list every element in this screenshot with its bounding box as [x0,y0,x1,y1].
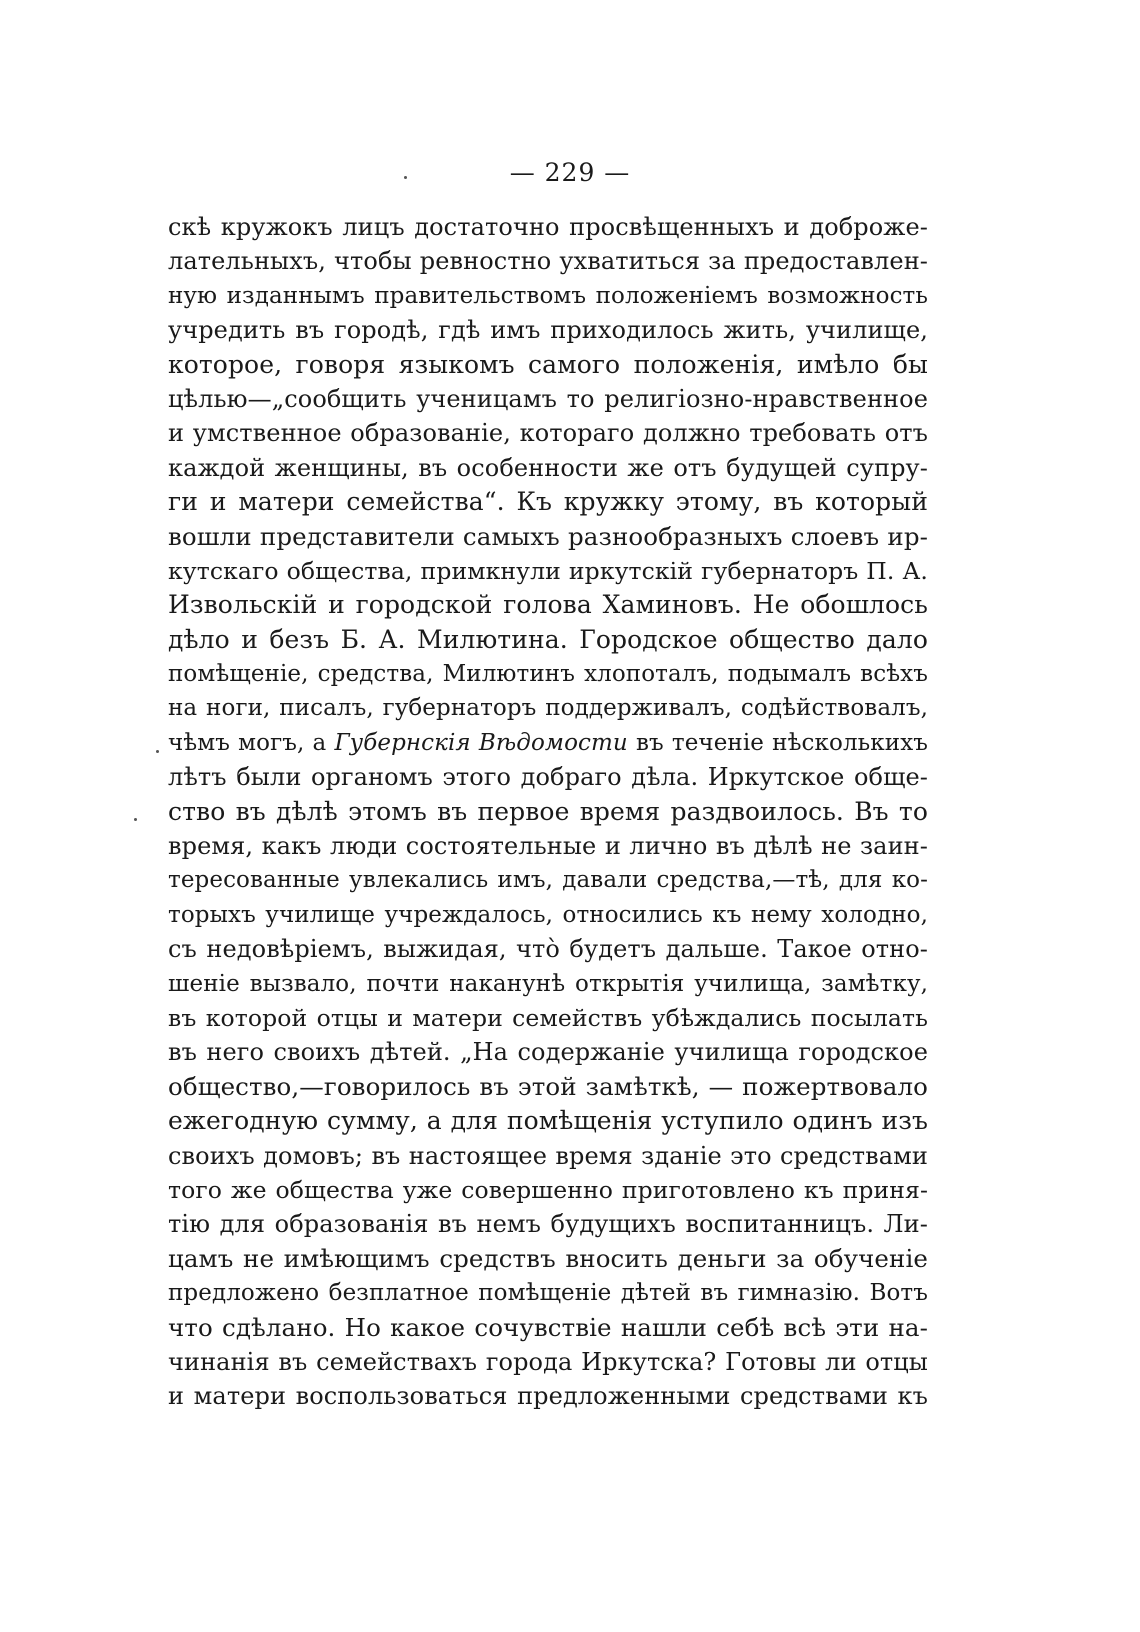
text-line: цѣлью—„сообщить ученицамъ то религiозно-нравственное [168,384,928,413]
text-line: на ноги, писалъ, губернаторъ поддерживалъ, содѣйствовалъ, [168,695,928,722]
text-line: ги и матери семейства“. Къ кружку этому, въ который [168,487,928,517]
scan-speck [156,750,159,753]
text-line: шенiе вызвало, почти наканунѣ открытiя училища, замѣтку, [168,970,928,997]
page-number: — 229 — [509,158,631,187]
scan-speck [404,176,407,179]
text-line: вошли представители самыхъ разнообразныхъ слоевъ ир- [168,521,928,551]
text-line: и матери воспользоваться предложенными средствами къ [168,1382,928,1411]
text-line: ную изданнымъ правительствомъ положенiемъ возможность [168,282,928,309]
text-line: которое, говоря языкомъ самого положенiя, имѣло бы [168,349,928,379]
text-line: общество,—говорилось въ этой замѣткѣ, — пожертвовало [168,1071,928,1101]
text-segment: въ теченiе нѣсколькихъ [627,729,929,756]
text-line: торыхъ училище учреждалось, относились къ нему холодно, [168,901,928,928]
body-text [168,210,928,1414]
text-line: каждой женщины, въ особенности же отъ будущей супру- [168,453,928,482]
text-segment: чѣмъ могъ, а [168,729,335,756]
text-line: ство въ дѣлѣ этомъ въ первое время раздвоилось. Въ то [168,796,928,826]
text-line-with-italic [168,726,928,760]
text-line: помѣщенiе, средства, Милютинъ хлопоталъ, подымалъ всѣхъ [168,661,928,688]
text-line: тiю для образованiя въ немъ будущихъ воспитанницъ. Ли- [168,1210,928,1239]
text-line: тересованные увлекались имъ, давали средства,—тѣ, для ко- [168,867,928,894]
text-line: лѣтъ были органомъ этого добраго дѣла. Иркутское обще- [168,763,928,792]
text-line: что сдѣлано. Но какое сочувствiе нашли себѣ всѣ эти на- [168,1312,928,1342]
text-line: въ него своихъ дѣтей. „На содержанiе училища городское [168,1038,928,1067]
text-line: цамъ не имѣющимъ средствъ вносить деньги за обученiе [168,1243,928,1273]
scan-speck [134,818,137,821]
text-line: дѣло и безъ Б. А. Милютина. Городское общество дало [168,624,928,654]
text-line: предложено безплатное помѣщенiе дѣтей въ гимназiю. Вотъ [168,1280,928,1307]
text-line: и умственное образованiе, котораго должно требовать отъ [168,419,928,448]
text-line: того же общества уже совершенно приготовлено къ приня- [168,1175,928,1204]
text-line: учредить въ городѣ, гдѣ имъ приходилось жить, училище, [168,316,928,345]
text-line: чинанiя въ семействахъ города Иркутска? Готовы ли отцы [168,1347,928,1376]
text-line: съ недовѣрiемъ, выжидая, что̀ будетъ дальше. Такое отно- [168,935,928,964]
text-line: кутскаго общества, примкнули иркутскiй губернаторъ П. А. [168,556,928,585]
newspaper-title: Губернскiя Вѣдомости [334,729,628,756]
text-line: лательныхъ, чтобы ревностно ухватиться за предоставлен- [168,247,928,276]
text-line: скѣ кружокъ лицъ достаточно просвѣщенныхъ и доброже- [168,213,928,241]
text-line: ежегодную сумму, а для помѣщенiя уступило одинъ изъ [168,1106,928,1136]
text-line: Извольскiй и городской голова Хаминовъ. Не обошлось [168,590,928,620]
text-line: въ которой отцы и матери семействъ убѣждались посылать [168,1003,928,1032]
text-line: своихъ домовъ; въ настоящее время зданiе это средствами [168,1141,928,1170]
text-line: время, какъ люди состоятельные и лично въ дѣлѣ не заин- [168,832,928,861]
